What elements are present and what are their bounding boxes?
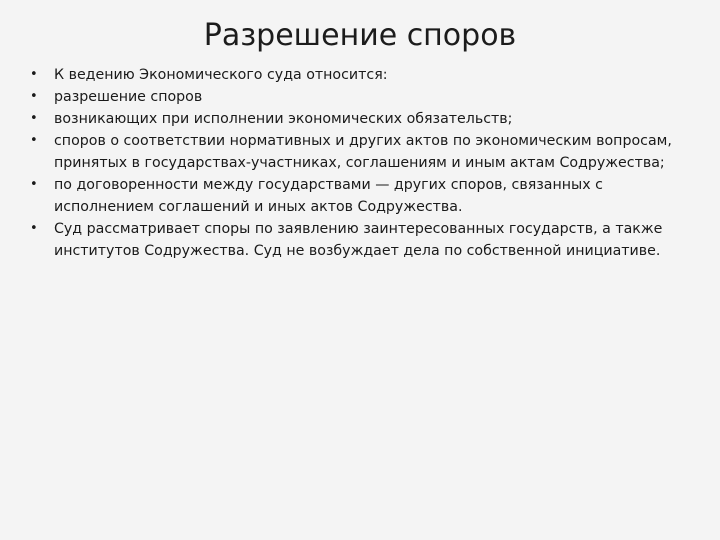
bullet-dot-icon: • xyxy=(30,221,38,236)
bullet-dot-icon: • xyxy=(30,89,38,104)
bullet-text: К ведению Экономического суда относится: xyxy=(54,67,388,83)
bullet-list xyxy=(28,64,700,262)
bullet-item xyxy=(28,108,700,130)
bullet-text: Суд рассматривает споры по заявлению заинтересованных государств, а также институтов Содружества. Суд не возбуждает дела по собственной инициативе. xyxy=(54,221,663,259)
bullet-item xyxy=(28,64,700,86)
slide-title: Разрешение споров xyxy=(203,18,517,53)
bullet-item xyxy=(28,86,700,108)
bullet-dot-icon: • xyxy=(30,111,38,126)
bullet-text: возникающих при исполнении экономических обязательств; xyxy=(54,111,513,127)
bullet-text: по договоренности между государствами — других споров, связанных с исполнением соглашений и иных актов Содружества. xyxy=(54,177,603,215)
bullet-text: разрешение споров xyxy=(54,89,203,105)
bullet-dot-icon: • xyxy=(30,177,38,192)
bullet-text: споров о соответствии нормативных и других актов по экономическим вопросам, принятых в государствах-участниках, соглашениям и иным актам Содружества; xyxy=(54,133,672,171)
bullet-dot-icon: • xyxy=(30,133,38,148)
bullet-item xyxy=(28,218,700,262)
bullet-dot-icon: • xyxy=(30,67,38,82)
bullet-item xyxy=(28,130,700,174)
bullet-item xyxy=(28,174,700,218)
